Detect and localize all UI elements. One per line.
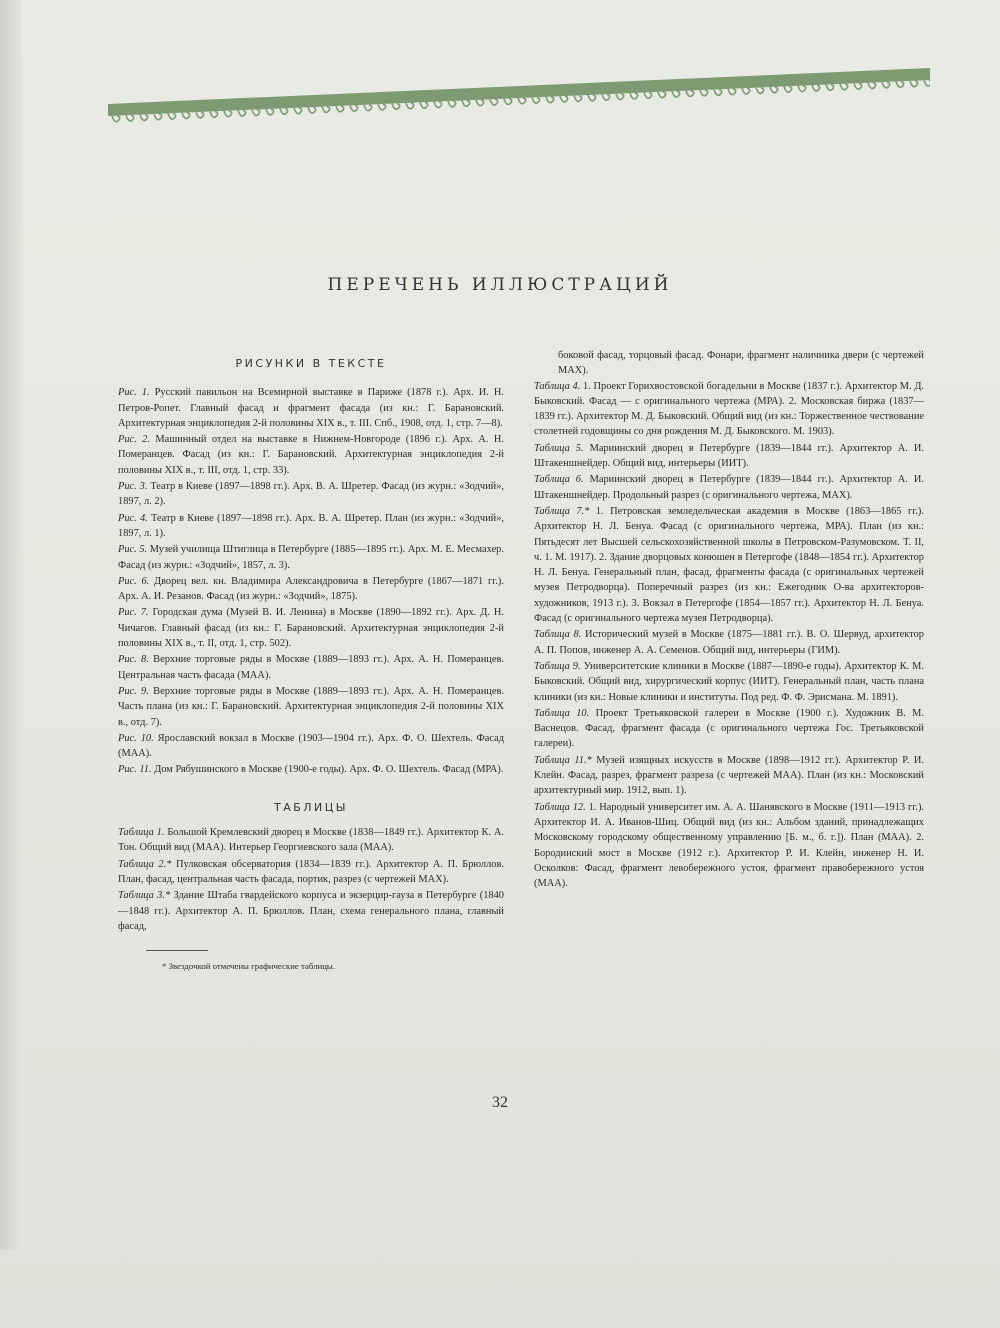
ornament-loop	[588, 95, 596, 101]
ornament-loop	[784, 86, 792, 92]
table-entry-right-label: Таблица 8.	[534, 629, 582, 641]
ornament-loop	[812, 85, 820, 91]
ornament-loop	[168, 113, 176, 119]
table-entry-right-text: Исторический музей в Москве (1875—1881 гг.). В. О. Шервуд, архитектор А. П. Попов, инженер А. А. Семенов. Общий вид, интерьеры (ГИМ).	[534, 629, 924, 656]
figures-list	[118, 385, 504, 777]
ornament-loop	[658, 92, 666, 98]
table-entry-right-label: Таблица 6.	[534, 474, 584, 486]
ornament-loop	[476, 100, 484, 106]
ornament-loop	[280, 108, 288, 114]
figure-entry-text: Верхние торговые ряды в Москве (1889—1893 гг.). Арх. А. Н. Померанцев. Часть плана (из кн.: Г. Барановский. Архитектурная энциклопедия 2-й половины XIX в., отд. 7).	[118, 685, 504, 728]
table-entry-text: Пулковская обсерватория (1834—1839 гг.). Архитектор А. П. Брюллов. План, фасад, центральная часть фасада, портик, разрез (с чертежей МАХ).	[118, 858, 505, 885]
figure-entry-label: Рис. 7.	[118, 607, 149, 619]
ornament-loop	[140, 115, 148, 121]
figure-entry-text: Музей училища Штиглица в Петербурге (1885—1895 гг.). Арх. М. Е. Месмахер. Фасад (из журн.: «Зодчий», 1857, л. 3).	[118, 544, 504, 571]
ornament-loop	[672, 91, 680, 97]
ornament-loop	[896, 81, 904, 87]
page-edge	[0, 0, 22, 1250]
table-entry-2	[118, 857, 504, 888]
ornament-loop	[378, 104, 386, 110]
ornament-loop	[630, 93, 638, 99]
ornament-loop	[868, 83, 876, 89]
figure-entry-1	[118, 385, 504, 431]
ornament-loop	[252, 110, 260, 116]
ornament-loop	[294, 108, 302, 114]
page-title: ПЕРЕЧЕНЬ ИЛЛЮСТРАЦИЙ	[327, 275, 673, 295]
table-entry-3	[118, 888, 504, 934]
figure-entry-6	[118, 574, 504, 605]
table-entry-right-label: Таблица 12.	[534, 801, 586, 813]
ornament-loop	[686, 91, 694, 97]
figure-entry-label: Рис. 11.	[118, 764, 152, 776]
ornament-loop	[350, 105, 358, 111]
ornament-loop	[574, 96, 582, 102]
ornament-loop	[546, 97, 554, 103]
right-column	[534, 348, 924, 892]
tables-heading: ТАБЛИЦЫ	[273, 800, 349, 814]
ornament-loop	[910, 81, 918, 87]
figures-heading: РИСУНКИ В ТЕКСТЕ	[235, 357, 387, 370]
figure-entry-9	[118, 684, 504, 730]
figure-entry-label: Рис. 8.	[118, 654, 149, 666]
ornament-loop	[308, 107, 316, 113]
table-entry-text: Здание Штаба гвардейского корпуса и экзерцир-гауза в Петербурге (1840—1848 гг.). Архитектор А. П. Брюллов. План, схема генерального плана, главный фасад,	[118, 890, 504, 932]
table-entry-right-text: Музей изящных искусств в Москве (1898—1912 гг.). Архитектор Р. И. Клейн. Фасад, разрез, фрагмент разреза (с чертежей МАА). План (из кн.: Московский архитектурный мир. 1912, вып. 1).	[534, 754, 924, 797]
ornament-loop	[266, 109, 274, 115]
figure-entry-label: Рис. 2.	[118, 434, 150, 446]
ornament-loop	[126, 115, 134, 121]
decorative-ornament-band	[108, 66, 930, 136]
ornament-loop	[700, 90, 708, 96]
ornament-loop	[392, 104, 400, 110]
figure-entry-text: Верхние торговые ряды в Москве (1889—1893 гг.). Арх. А. Н. Померанцев. Центральная часть фасада (МАА).	[118, 654, 504, 681]
ornament-loop	[238, 110, 246, 116]
table-entry-right-8	[534, 753, 924, 799]
ornament-loop	[504, 99, 512, 105]
ornament-loop	[826, 85, 834, 91]
figure-entry-label: Рис. 9.	[118, 685, 149, 697]
table-3-continuation: боковой фасад, торцовый фасад. Фонари, фрагмент наличника двери (с чертежей МАХ).	[558, 350, 924, 377]
table-entry-right-label: Таблица 5.	[534, 442, 584, 454]
table-entry-label: Таблица 2.*	[118, 858, 172, 870]
figure-entry-7	[118, 605, 504, 651]
table-entry-right-label: Таблица 10.	[534, 707, 590, 719]
ornament-loop	[490, 99, 498, 105]
table-entry-text: Большой Кремлевский дворец в Москве (1838—1849 гг.). Архитектор К. А. Тон. Общий вид (МАА). Интерьер Георгиевского зала (МАА).	[118, 827, 504, 854]
ornament-loop	[420, 102, 428, 108]
figure-entry-4	[118, 511, 504, 542]
figure-entry-text: Театр в Киеве (1897—1898 гг.). Арх. В. А. Шретер. Фасад (из журн.: «Зодчий», 1897, л. 2).	[118, 481, 504, 508]
figure-entry-label: Рис. 1.	[118, 387, 150, 399]
ornament-loop	[742, 88, 750, 94]
footnote-rule	[146, 950, 208, 951]
ornament-loop	[364, 105, 372, 111]
table-entry-right-label: Таблица 9.	[534, 660, 581, 672]
table-entry-right-text: Мариинский дворец в Петербурге (1839—1844 гг.). Архитектор А. И. Штакеншнейдер. Общий вид, интерьеры (ИИТ).	[534, 442, 924, 470]
ornament-loop	[462, 100, 470, 106]
tables-right-list	[534, 379, 924, 892]
figure-entry-label: Рис. 3.	[118, 481, 148, 493]
ornament-loop	[770, 87, 778, 93]
ornament-loop	[532, 97, 540, 103]
ornament-loop	[210, 112, 218, 118]
table-entry-right-label: Таблица 11.*	[534, 754, 592, 766]
figure-entry-10	[118, 731, 504, 762]
table-entry-right-label: Таблица 4.	[534, 380, 581, 392]
ornament-loop	[840, 84, 848, 90]
ornament-band-shape	[108, 68, 930, 116]
figure-entry-text: Ярославский вокзал в Москве (1903—1904 гг.). Арх. Ф. О. Шехтель. Фасад (МАА).	[118, 732, 504, 760]
ornament-loop	[728, 89, 736, 95]
ornament-loop	[112, 116, 120, 122]
ornament-loop	[196, 112, 204, 118]
ornament-loop	[434, 102, 442, 108]
table-entry-label: Таблица 1.	[118, 827, 165, 839]
table-entry-right-4	[534, 504, 924, 626]
table-entry-right-text: Проект Третьяковской галереи в Москве (1900 г.). Художник В. М. Васнецов. Фасад, фрагмент фасада (с оригинального чертежа Гос. Третьяковской галереи).	[534, 707, 924, 750]
figure-entry-text: Театр в Киеве (1897—1898 гг.). Арх. В. А. Шретер. План (из журн.: «Зодчий», 1897, л. 1).	[118, 512, 504, 539]
figure-entry-text: Дворец вел. кн. Владимира Александровича в Петербурге (1867—1871 гг.). Арх. А. И. Резанов. Фасад (из журн.: «Зодчий», 1875).	[118, 575, 504, 603]
ornament-loop	[756, 88, 764, 94]
ornament-loop	[602, 94, 610, 100]
figure-entry-text: Городская дума (Музей В. И. Ленина) в Москве (1890—1892 гг.). Арх. Д. Н. Чичагов. Главный фасад (из кн.: Г. Барановский. Архитектурная энциклопедия 2-й половины XIX в., т. II, отд. 1, стр. 502).	[118, 607, 504, 650]
figure-entry-3	[118, 479, 504, 510]
figure-entry-label: Рис. 4.	[118, 512, 148, 524]
table-entry-1	[118, 825, 504, 856]
table-entry-right-text: 1. Проект Горихвостовской богадельни в Москве (1837 г.). Архитектор М. Д. Быковский. Фасад — с оригинального чертежа (МРА). 2. Московская биржа (1837—1839 гг.). Архитектор М. Д. Быковский. Общий вид (из кн.: Торжественное чествование столетней годовщины со дня рождения М. Д. Быковского. М. 1903).	[534, 380, 925, 438]
table-entry-right-7	[534, 706, 924, 752]
table-entry-right-text: 1. Петровская земледельческая академия в Москве (1863—1865 гг.). Архитектор Н. Л. Бенуа. Фасад (с оригинального чертежа, МРА). План (из кн.: Пятьдесят лет Высшей сельскохозяйственной школы в Петровском-Разумовском. Т. II, ч. 1. М. 1917). 2. Здание дворцовых конюшен в Петергофе (1848—1854 гг.). Архитектор Н. Л. Бенуа. Генеральный план, фасад, фрагменты фасада (с оригинальных чертежей музея Петродворца). Поперечный разрез (из кн.: Ежегодник О-ва архитекторов-художников, 1913 г.). 3. Вокзал в Петергофе (1854—1857 гг.). Архитектор Н. Л. Бенуа. Фасад (с оригинального чертежа музея Петродворца).	[534, 505, 924, 625]
table-entry-right-text: Университетские клиники в Москве (1887—1890-е годы). Архитектор К. М. Быковский. Общий вид, хирургический корпус (ИИТ). Генеральный план, часть плана клиники (из кн.: Новые клиники и институты. Под ред. Ф. Ф. Эрисмана. М. 1891).	[534, 660, 924, 703]
table-entry-right-1	[534, 379, 924, 440]
page-number: 32	[492, 1094, 508, 1111]
ornament-loop	[154, 114, 162, 120]
ornament-loop	[448, 101, 456, 107]
ornament-loop	[616, 94, 624, 100]
table-entry-right-6	[534, 659, 924, 705]
ornament-loop	[224, 111, 232, 117]
table-entry-label: Таблица 3.*	[118, 890, 171, 902]
table-entry-right-text: 1. Народный университет им. А. А. Шанявского в Москве (1911—1913 гг.). Архитектор И. А. Иванов-Шиц. Общий вид (из кн.: Альбом зданий, принадлежащих Московскому городскому общественному управлению [Б. м., б. г.]). План (МАА). 2. Бородинский мост в Москве (1912 г.). Архитектор Р. И. Клейн, инженер Н. И. Осколков: Фасад, фрагмент левобережного устоя, фрагмент правобережного устоя (МАА).	[534, 801, 924, 890]
ornament-loop	[182, 113, 190, 119]
tables-left-list	[118, 825, 504, 934]
table-entry-right-3	[534, 472, 924, 503]
footnote: * Звездочкой отмечены графические таблицы.	[162, 961, 336, 972]
table-entry-right-2	[534, 441, 924, 472]
figure-entry-11	[118, 762, 504, 777]
figure-entry-label: Рис. 6.	[118, 575, 150, 587]
table-entry-right-9	[534, 800, 924, 892]
table-entry-right-label: Таблица 7.*	[534, 505, 590, 517]
left-column	[118, 356, 504, 974]
ornament-loop	[714, 89, 722, 95]
figure-entry-5	[118, 542, 504, 573]
ornament-loop	[644, 93, 652, 99]
ornament-loop	[798, 86, 806, 92]
table-entry-right-text: Мариинский дворец в Петербурге (1839—1844 гг.). Архитектор А. И. Штакеншнейдер. Продольный разрез (с оригинального чертежа, МАХ).	[534, 474, 924, 501]
figure-entry-8	[118, 652, 504, 683]
ornament-loop	[924, 80, 930, 86]
table-entry-right-5	[534, 627, 924, 658]
figure-entry-text: Дом Рябушинского в Москве (1900-е годы). Арх. Ф. О. Шехтель. Фасад (МРА).	[154, 764, 504, 776]
figure-entry-label: Рис. 10.	[118, 732, 154, 744]
ornament-loop	[518, 98, 526, 104]
figure-entry-label: Рис. 5.	[118, 544, 148, 556]
ornament-loop	[336, 106, 344, 112]
figure-entry-text: Машинный отдел на выставке в Нижнем-Новгороде (1896 г.). Арх. А. Н. Померанцев. Фасад (из кн.: Г. Барановский. Архитектурная энциклопедия 2-й половины XIX в., т. III, отд. 1, стр. 33).	[118, 434, 505, 476]
ornament-loop	[322, 107, 330, 113]
ornament-loop	[560, 96, 568, 102]
figure-entry-2	[118, 432, 504, 478]
figure-entry-text: Русский павильон на Всемирной выставке в Париже (1878 г.). Арх. И. Н. Петров-Ропет. Главный фасад и фрагмент фасада (из кн.: Г. Барановский. Архитектурная энциклопедия 2-й половины XIX в., т. III. Спб., 1908, отд. 1, стр. 7—8).	[118, 387, 504, 429]
ornament-loop	[882, 82, 890, 88]
ornament-loop	[406, 103, 414, 109]
ornament-loop	[854, 83, 862, 89]
